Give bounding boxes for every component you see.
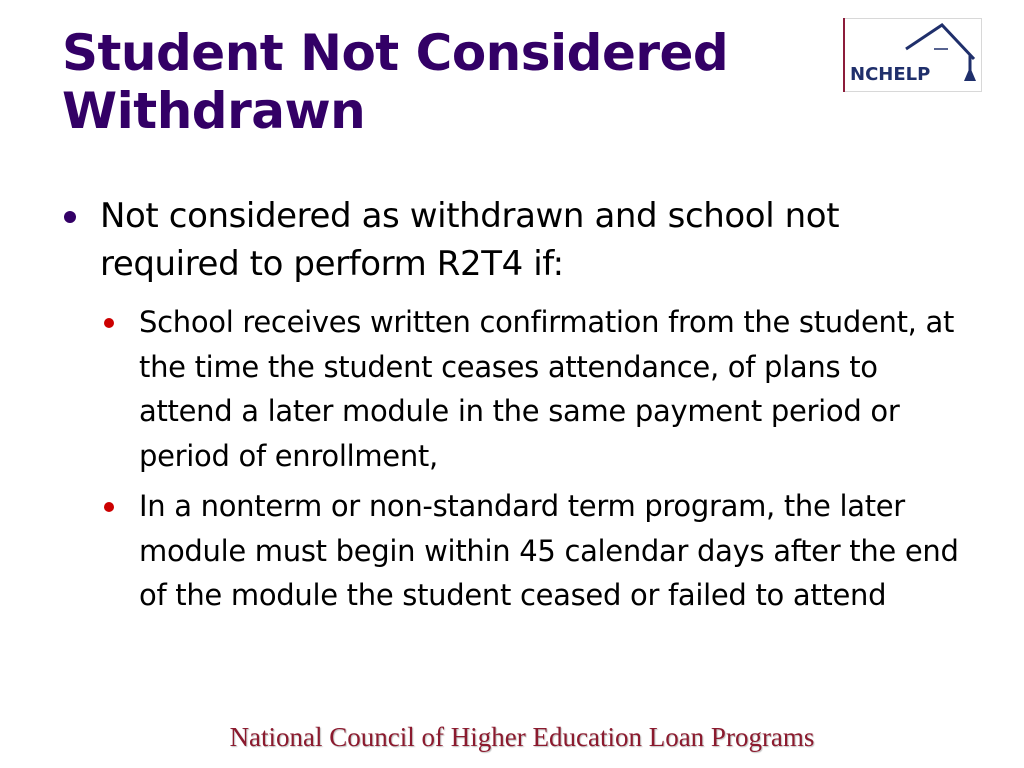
sub-bullet-text: In a nonterm or non-standard term program, the later module must begin within 45 calendar days after the end of the module the student ceased or failed to attend [139, 489, 959, 612]
bullet-item [62, 192, 972, 288]
sub-bullet-dot-icon [104, 502, 114, 512]
sub-bullet-item [100, 484, 972, 618]
nchelp-logo [843, 18, 982, 92]
slide-footer: National Council of Higher Education Loan Programs [229, 722, 815, 752]
slide-title: Student Not Considered Withdrawn [62, 24, 729, 140]
logo-text: NCHELP [850, 64, 931, 85]
sub-bullet-text: School receives written confirmation from the student, at the time the student ceases attendance, of plans to attend a later module in the same payment period or period of enrollment, [139, 305, 955, 473]
sub-bullet-dot-icon [104, 318, 114, 328]
slide-body [62, 192, 972, 618]
bullet-text: Not considered as withdrawn and school not required to perform R2T4 if: [100, 196, 840, 284]
sub-bullet-item [100, 300, 972, 478]
bullet-dot-icon [64, 211, 76, 223]
